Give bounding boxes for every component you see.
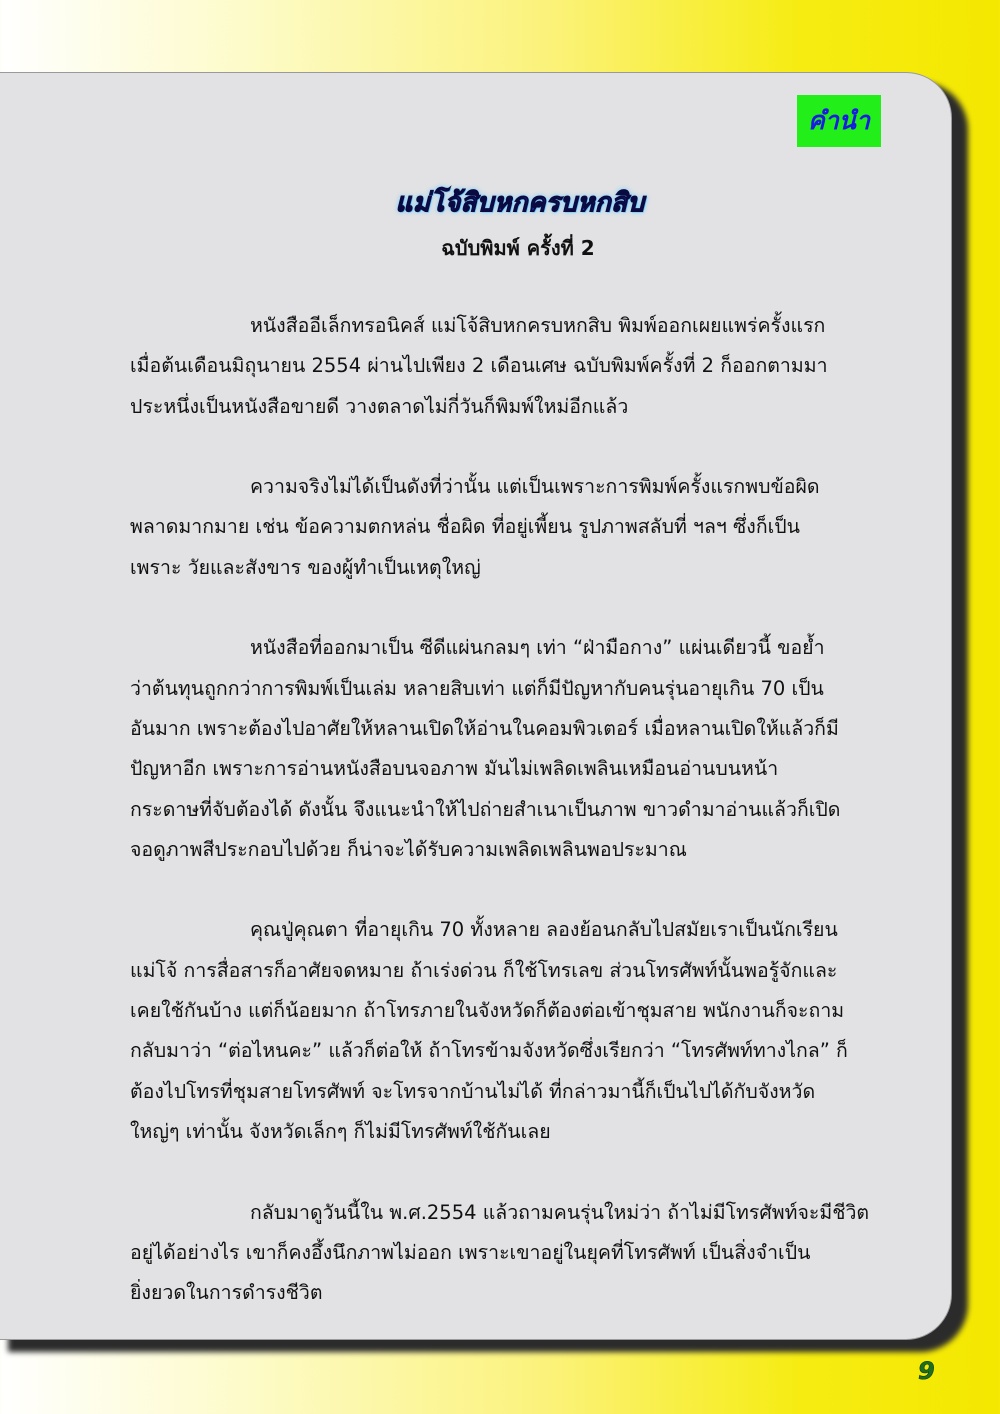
paragraph-line: เคยใช้กันบ้าง แต่ก็น้อยมาก ถ้าโทรภายในจังหวัดก็ต้องต่อเข้าชุมสาย พนักงานก็จะถาม xyxy=(130,999,845,1023)
paragraph-line: ใหญ่ๆ เท่านั้น จังหวัดเล็กๆ ก็ไม่มีโทรศัพท์ใช้กันเลย xyxy=(130,1119,551,1143)
page-number: 9 xyxy=(918,1357,935,1385)
paragraph-line: ต้องไปโทรที่ชุมสายโทรศัพท์ จะโทรจากบ้านไม่ได้ ที่กล่าวมานี้ก็เป็นไปได้กับจังหวัด xyxy=(130,1079,816,1103)
paragraph-line: หนังสือที่ออกมาเป็น ซีดีแผ่นกลมๆ เท่า “ฝ่ามือกาง” แผ่นเดียวนี้ ขอย้ำ xyxy=(250,636,825,660)
paragraph-line: กระดาษที่จับต้องได้ ดังนั้น จึงแนะนำให้ไปถ่ายสำเนาเป็นภาพ ขาวดำมาอ่านแล้วก็เปิด xyxy=(130,797,841,821)
paragraph-line: หนังสืออีเล็กทรอนิคส์ แม่โจ้สิบหกครบหกสิบ พิมพ์ออกเผยแพร่ครั้งแรก xyxy=(250,314,826,337)
paragraph-line: จอดูภาพสีประกอบไปด้วย ก็น่าจะได้รับความเพลิดเพลินพอประมาณ xyxy=(130,837,687,861)
paragraph-5 xyxy=(130,1193,905,1314)
paragraph-line: กลับมาดูวันนี้ใน พ.ศ.2554 แล้วถามคนรุ่นใหม่ว่า ถ้าไม่มีโทรศัพท์จะมีชีวิต xyxy=(250,1200,870,1224)
paragraph-2 xyxy=(130,467,905,588)
paragraph-1 xyxy=(130,306,905,427)
document-body xyxy=(130,306,905,1354)
paragraph-line: ยิ่งยวดในการดำรงชีวิต xyxy=(130,1281,323,1305)
paragraph-line: เมื่อต้นเดือนมิถุนายน 2554 ผ่านไปเพียง 2 เดือนเศษ ฉบับพิมพ์ครั้งที่ 2 ก็ออกตามมา xyxy=(130,354,828,378)
paragraph-line: ประหนึ่งเป็นหนังสือขายดี วางตลาดไม่กี่วันก็พิมพ์ใหม่อีกแล้ว xyxy=(130,394,629,418)
paragraph-3 xyxy=(130,628,905,870)
paragraph-line: พลาดมากมาย เช่น ข้อความตกหล่น ชื่อผิด ที่อยู่เพี้ยน รูปภาพสลับที่ ฯลฯ ซึ่งก็เป็น xyxy=(130,515,800,539)
document-title: แม่โจ้สิบหกครบหกสิบ xyxy=(395,188,645,218)
paragraph-line: กลับมาว่า “ต่อไหนคะ” แล้วก็ต่อให้ ถ้าโทรข้ามจังหวัดซึ่งเรียกว่า “โทรศัพท์ทางไกล” ก็ xyxy=(130,1039,848,1063)
document-subtitle: ฉบับพิมพ์ ครั้งที่ 2 xyxy=(441,236,595,260)
paragraph-line: อันมาก เพราะต้องไปอาศัยให้หลานเปิดให้อ่านในคอมพิวเตอร์ เมื่อหลานเปิดให้แล้วก็มี xyxy=(130,716,839,740)
paragraph-line: เพราะ วัยและสังขาร ของผู้ทำเป็นเหตุใหญ่ xyxy=(130,555,481,579)
paragraph-line: แม่โจ้ การสื่อสารก็อาศัยจดหมาย ถ้าเร่งด่วน ก็ใช้โทรเลข ส่วนโทรศัพท์นั้นพอรู้จักและ xyxy=(130,958,838,982)
paragraph-line: ความจริงไม่ได้เป็นดังที่ว่านั้น แต่เป็นเพราะการพิมพ์ครั้งแรกพบข้อผิด xyxy=(250,475,820,499)
paragraph-line: คุณปู่คุณตา ที่อายุเกิน 70 ทั้งหลาย ลองย้อนกลับไปสมัยเราเป็นนักเรียน xyxy=(250,918,838,942)
paragraph-4 xyxy=(130,910,905,1152)
section-tag: คำนำ xyxy=(797,95,881,147)
paragraph-line: อยู่ได้อย่างไร เขาก็คงอึ้งนึกภาพไม่ออก เพราะเขาอยู่ในยุคที่โทรศัพท์ เป็นสิ่งจำเป็น xyxy=(130,1240,811,1264)
paragraph-line: ปัญหาอีก เพราะการอ่านหนังสือบนจอภาพ มันไม่เพลิดเพลินเหมือนอ่านบนหน้า xyxy=(130,757,779,781)
paragraph-line: ว่าต้นทุนถูกกว่าการพิมพ์เป็นเล่ม หลายสิบเท่า แต่ก็มีปัญหากับคนรุ่นอายุเกิน 70 เป็น xyxy=(130,676,824,700)
